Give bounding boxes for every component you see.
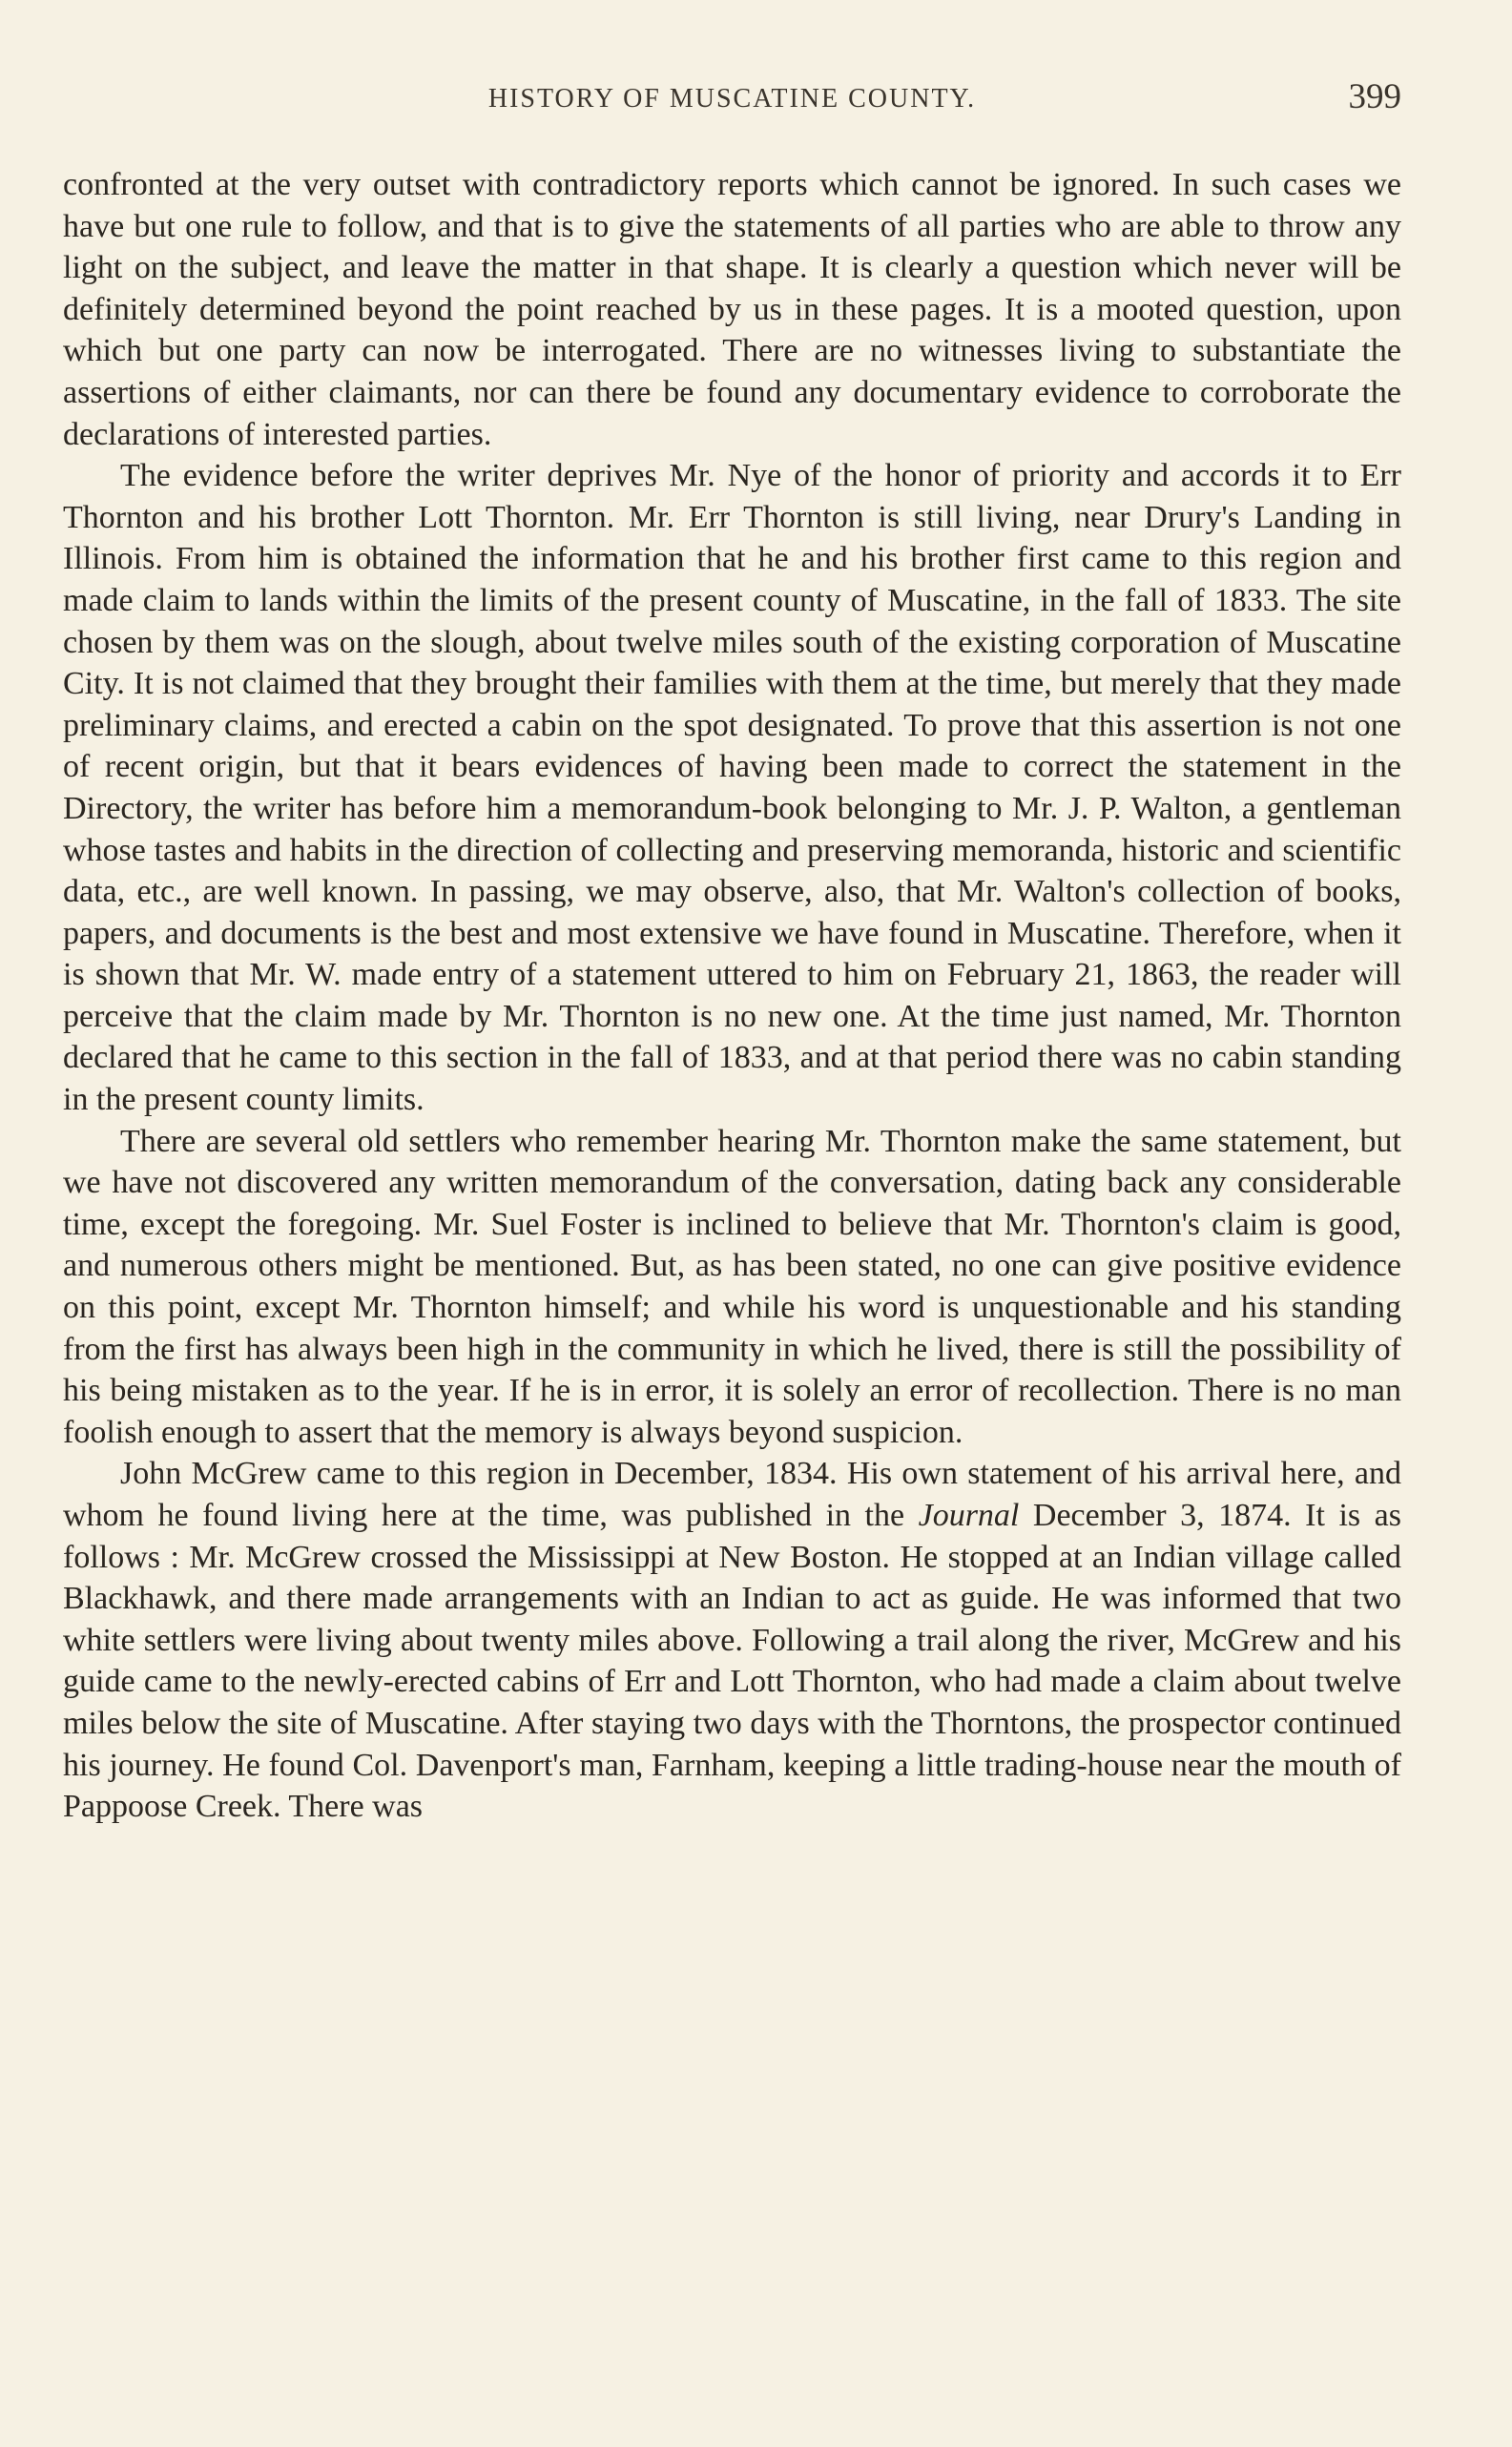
paragraph-4-end: December 3, 1874. It is as follows : Mr. McGrew crossed the Mississippi at New Boston. He stopped at an Indian village called Blackhawk, and there made arrangements with an Indian to act as guide. He was informed that two white settlers were living about twenty miles above. Following a trail along the river, McGrew and his guide came to the newly-erected cabins of Err and Lott Thornton, who had made a claim about twelve miles below the site of Muscatine. After staying two days with the Thorntons, the prospector continued his journey. He found Col. Davenport's man, Farnham, keeping a little trading-house near the mouth of Pappoose Creek. There was bbox=[63, 1498, 1401, 1825]
body-text bbox=[63, 164, 1401, 1828]
running-head bbox=[63, 76, 1401, 124]
paragraph-3: There are several old settlers who remember hearing Mr. Thornton make the same statement, but we have not discovered any written memorandum of the conversation, dating back any considerable time, except the foregoing. Mr. Suel Foster is inclined to believe that Mr. Thornton's claim is good, and numerous others might be mentioned. But, as has been stated, no one can give positive evidence on this point, except Mr. Thornton himself; and while his word is unquestionable and his standing from the first has always been high in the community in which he lived, there is still the possibility of his being mistaken as to the year. If he is in error, it is solely an error of recollection. There is no man foolish enough to assert that the memory is always beyond suspicion. bbox=[63, 1123, 1401, 1450]
book-page bbox=[63, 76, 1401, 1828]
paragraph-4 bbox=[63, 1453, 1401, 1827]
page-number: 399 bbox=[1348, 77, 1401, 116]
paragraph-4-start: John McGrew came to this region in December, 1834. His own statement of his arrival here, and whom he found living here at the time, was published in the bbox=[63, 1456, 1401, 1533]
running-title: HISTORY OF MUSCATINE COUNTY. bbox=[487, 84, 977, 114]
paragraph-2: The evidence before the writer deprives Mr. Nye of the honor of priority and accords it to Err Thornton and his brother Lott Thornton. Mr. Err Thornton is still living, near Drury's Landing in Illinois. From him is obtained the information that he and his brother first came to this region and made claim to lands within the limits of the present county of Muscatine, in the fall of 1833. The site chosen by them was on the slough, about twelve miles south of the existing corporation of Muscatine City. It is not claimed that they brought their families with them at the time, but merely that they made preliminary claims, and erected a cabin on the spot designated. To prove that this assertion is not one of recent origin, but that it bears evidences of having been made to correct the statement in the Directory, the writer has before him a memorandum-book belonging to Mr. J. P. Walton, a gentleman whose tastes and habits in the direction of collecting and preserving memoranda, historic and scientific data, etc., are well known. In passing, we may observe, also, that Mr. Walton's collection of books, papers, and documents is the best and most extensive we have found in Muscatine. Therefore, when it is shown that Mr. W. made entry of a statement uttered to him on February 21, 1863, the reader will perceive that the claim made by Mr. Thornton is no new one. At the time just named, Mr. Thornton declared that he came to this section in the fall of 1833, and at that period there was no cabin standing in the present county limits. bbox=[63, 458, 1401, 1118]
journal-title: Journal bbox=[918, 1498, 1020, 1533]
paragraph-1: confronted at the very outset with contradictory reports which cannot be ignored. In such cases we have but one rule to follow, and that is to give the statements of all parties who are able to throw any light on the subject, and leave the matter in that shape. It is clearly a question which never will be definitely determined beyond the point reached by us in these pages. It is a mooted question, upon which but one party can now be interrogated. There are no witnesses living to substantiate the assertions of either claimants, nor can there be found any documentary evidence to corroborate the declarations of interested parties. bbox=[63, 167, 1401, 452]
